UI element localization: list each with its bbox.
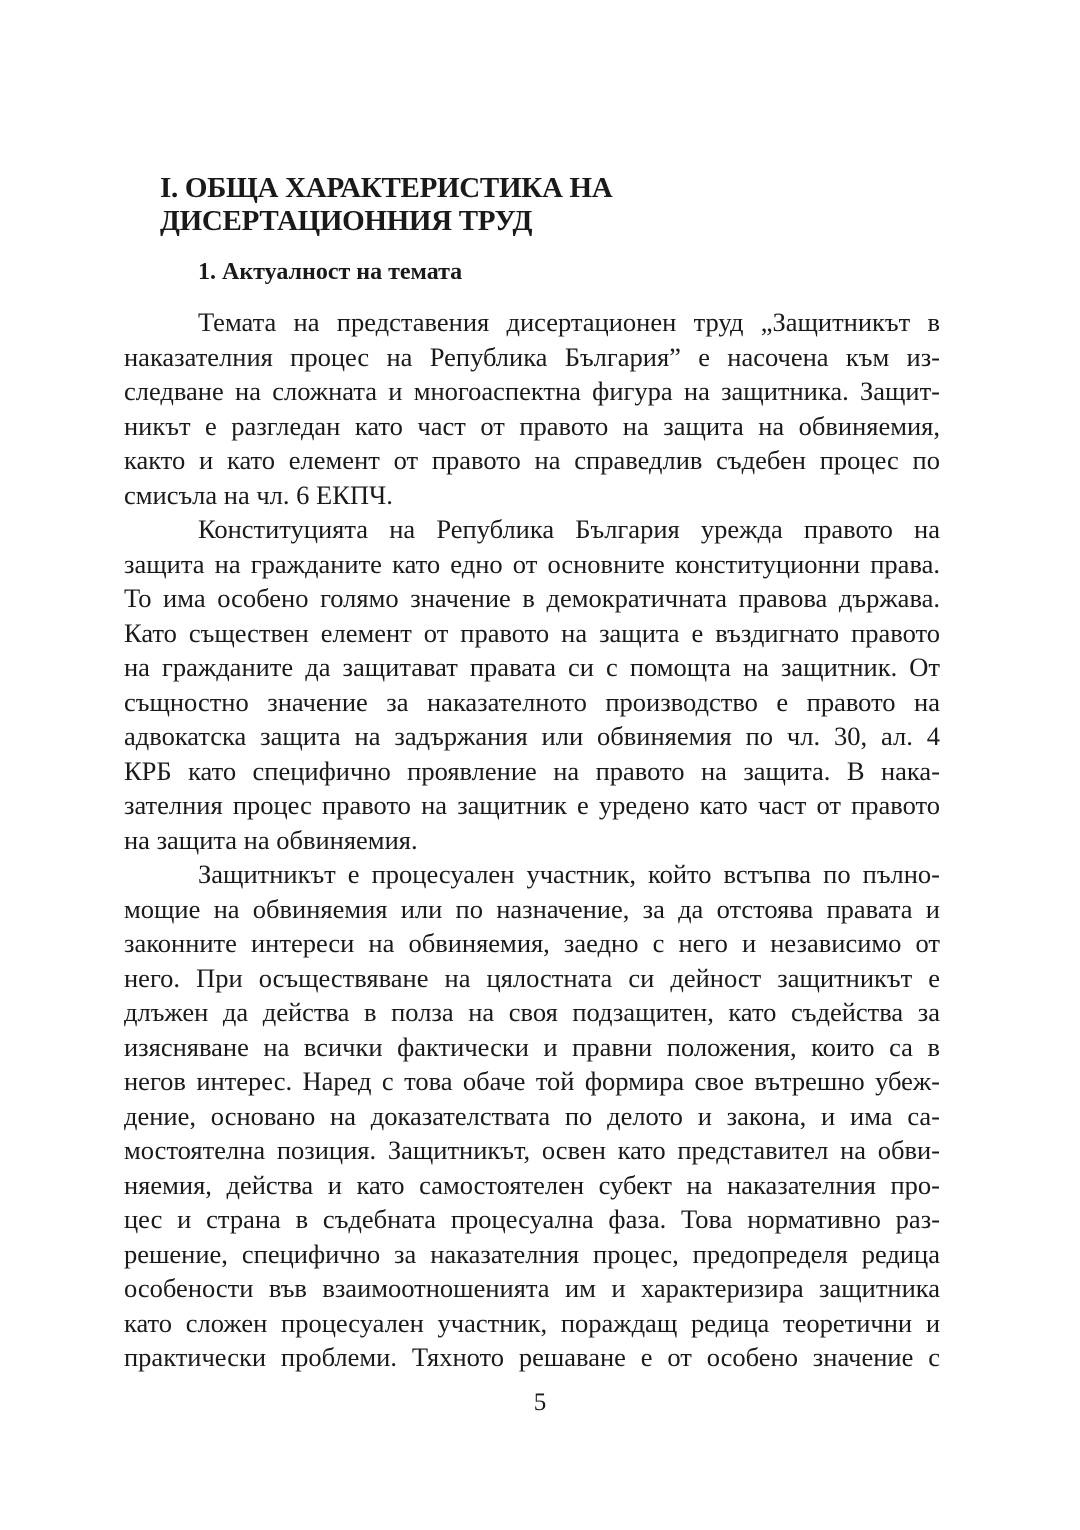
text-line: То има особено голямо значение в демократичната правова държава. [124,583,940,613]
text-line: наказателния процес на Република България” е насочена към из- [124,341,940,372]
section-heading-line-2: ДИСЕРТАЦИОННИЯ ТРУД [160,205,533,237]
text-line: Темата на представения дисертационен труд „Защитникът в [198,307,940,337]
section-heading [160,172,880,238]
text-line: практически проблеми. Тяхното решаване е от особено значение с [124,1342,940,1372]
text-line: на защита на обвиняемия. [124,824,418,855]
text-line: него. При осъществяване на цялостната си дейност защитникът е [124,962,940,993]
section-heading-line-1: I. ОБЩА ХАРАКТЕРИСТИКА НА [160,172,613,204]
text-line: на гражданите да защитават правата си с помощта на защитник. От [124,652,940,682]
text-line: изясняване на всички фактически и правни положения, които са в [124,1031,940,1062]
page-number: 5 [533,1389,547,1416]
text-line: като сложен процесуален участник, пораждащ редица теоретични и [124,1307,940,1338]
text-line: адвокатска защита на задържания или обвиняемия по чл. 30, ал. 4 [124,721,940,751]
text-line: Конституцията на Република България урежда правото на [198,514,940,544]
text-line: длъжен да действа в полза на своя подзащитен, като съдейства за [124,997,940,1027]
text-line: Като съществен елемент от правото на защита е въздигнато правото [124,617,940,648]
text-line: както и като елемент от правото на справедлив съдебен процес по [124,445,940,475]
text-line: следване на сложната и многоаспектна фигура на защитника. Защит- [124,376,940,406]
text-line: същностно значение за наказателното производство е правото на [124,686,940,717]
text-line: дение, основано на доказателствата по делото и закона, и има са- [124,1100,940,1131]
subsection-heading: 1. Актуалност на темата [198,259,463,285]
text-line: няемия, действа и като самостоятелен субект на наказателния про- [124,1169,940,1200]
body-text [124,305,940,1375]
text-line: цес и страна в съдебната процесуална фаза. Това нормативно раз- [124,1204,940,1234]
text-line: решение, специфично за наказателния процес, предопределя редица [124,1238,940,1269]
text-line: зателния процес правото на защитник е уредено като част от правото [124,790,940,820]
text-line: защита на гражданите като едно от основните конституционни права. [124,548,940,579]
text-line: КРБ като специфично проявление на правото на защита. В нака- [124,755,940,786]
text-line: особености във взаимоотношенията им и характеризира защитника [124,1273,940,1303]
text-line: законните интереси на обвиняемия, заедно с него и независимо от [124,928,940,958]
text-line: мостоятелна позиция. Защитникът, освен като представител на обви- [124,1135,940,1165]
text-line: Защитникът е процесуален участник, който встъпва по пълно- [198,859,940,889]
text-line: смисъла на чл. 6 ЕКПЧ. [124,479,393,510]
text-line: негов интерес. Наред с това обаче той формира свое вътрешно убеж- [124,1066,940,1096]
text-line: никът е разгледан като част от правото на защита на обвиняемия, [124,410,940,441]
text-line: мощие на обвиняемия или по назначение, за да отстоява правата и [124,893,940,924]
